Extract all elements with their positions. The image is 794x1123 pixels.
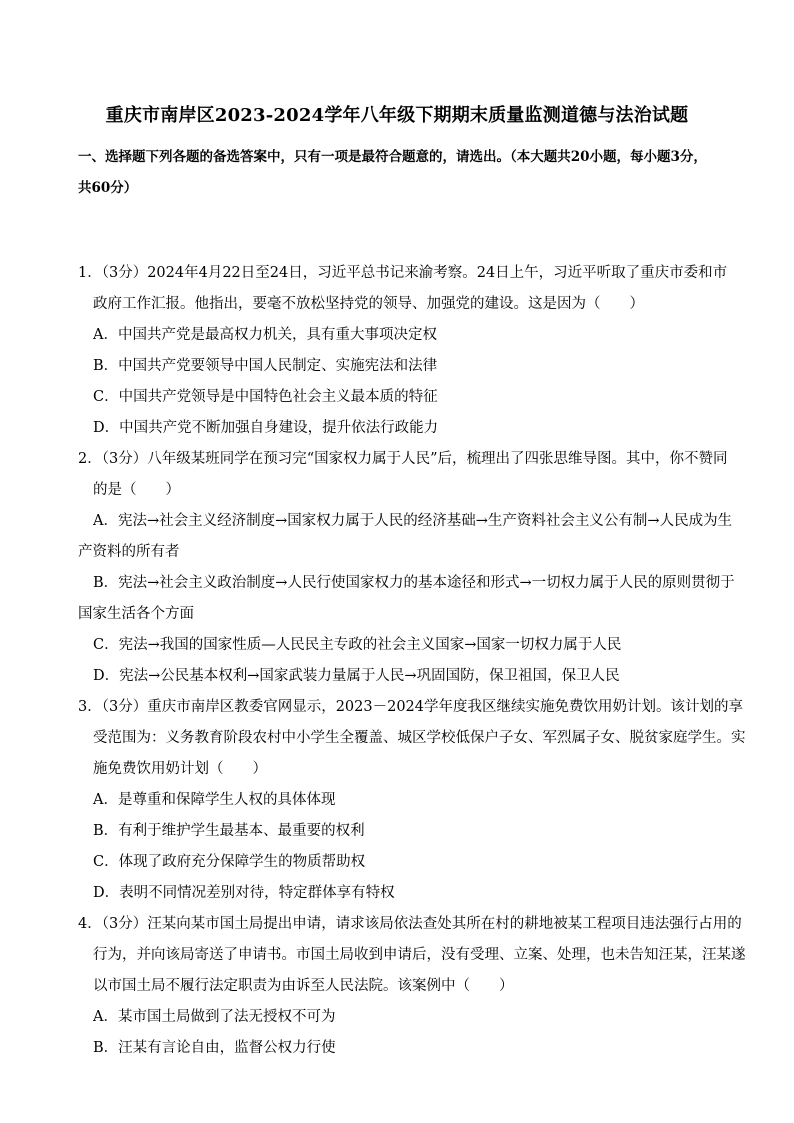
question-1-stem-line-1: 1．（3分）2024年4月22日至24日，习近平总书记来渝考察。24日上午，习近平听取了重庆市委和市 — [78, 265, 728, 281]
question-2-option-c: C．宪法→我国的国家性质—人民民主专政的社会主义国家→国家一切权力属于人民 — [93, 637, 622, 653]
question-1-option-c: C．中国共产党领导是中国特色社会主义最本质的特征 — [93, 389, 438, 405]
question-2-option-b-cont: 国家生活各个方面 — [78, 606, 194, 622]
question-3-option-d: D．表明不同情况差别对待，特定群体享有特权 — [93, 885, 395, 901]
question-4-stem-line-2: 行为，并向该局寄送了申请书。市国土局收到申请后，没有受理、立案、处理，也未告知汪某，汪某遂 — [93, 947, 746, 963]
question-3-stem-line-3: 施免费饮用奶计划（ ） — [93, 761, 267, 777]
question-3-option-a: A．是尊重和保障学生人权的具体体现 — [93, 792, 336, 808]
section-instructions: 一、选择题下列各题的备选答案中，只有一项是最符合题意的，请选出。（本大题共20小题，每小题3分，共60分） — [78, 149, 707, 196]
question-2-option-d: D．宪法→公民基本权利→国家武装力量属于人民→巩固国防，保卫祖国，保卫人民 — [93, 668, 620, 684]
page-title: 重庆市南岸区2023-2024学年八年级下期期末质量监测道德与法治试题 — [105, 105, 689, 126]
question-4-option-a: A．某市国土局做到了法无授权不可为 — [93, 1009, 336, 1025]
question-2-stem-line-1: 2．（3分）八年级某班同学在预习完“国家权力属于人民”后，梳理出了四张思维导图。其中，你不赞同 — [78, 451, 728, 467]
question-2-option-a-cont: 产资料的所有者 — [78, 544, 180, 560]
question-3-option-b: B．有利于维护学生最基本、最重要的权利 — [93, 823, 365, 839]
question-1-option-b: B．中国共产党要领导中国人民制定、实施宪法和法律 — [93, 358, 438, 374]
question-4-stem-line-1: 4．（3分）汪某向某市国土局提出申请，请求该局依法查处其所在村的耕地被某工程项目违法强行占用的 — [78, 916, 742, 932]
question-2-option-b: B．宪法→社会主义政治制度→人民行使国家权力的基本途径和形式→一切权力属于人民的原则贯彻于 — [93, 575, 735, 591]
question-1-option-a: A．中国共产党是最高权力机关，具有重大事项决定权 — [93, 327, 437, 343]
question-3-stem-line-1: 3．（3分）重庆市南岸区教委官网显示，2023－2024学年度我区继续实施免费饮用奶计划。该计划的享 — [78, 699, 743, 715]
question-2-option-a: A．宪法→社会主义经济制度→国家权力属于人民的经济基础→生产资料社会主义公有制→人民成为生 — [93, 513, 733, 529]
question-4-option-b: B．汪某有言论自由，监督公权力行使 — [93, 1040, 336, 1056]
question-4-stem-line-3: 以市国土局不履行法定职责为由诉至人民法院。该案例中（ ） — [93, 978, 514, 994]
question-3-stem-line-2: 受范围为：义务教育阶段农村中小学生全覆盖、城区学校低保户子女、军烈属子女、脱贫家庭学生。实 — [93, 730, 746, 746]
question-1-option-d: D．中国共产党不断加强自身建设，提升依法行政能力 — [93, 420, 439, 436]
question-2-stem-line-2: 的是（ ） — [93, 482, 180, 498]
question-3-option-c: C．体现了政府充分保障学生的物质帮助权 — [93, 854, 366, 870]
question-1-stem-line-2: 政府工作汇报。他指出，要毫不放松坚持党的领导、加强党的建设。这是因为（ ） — [93, 296, 644, 312]
